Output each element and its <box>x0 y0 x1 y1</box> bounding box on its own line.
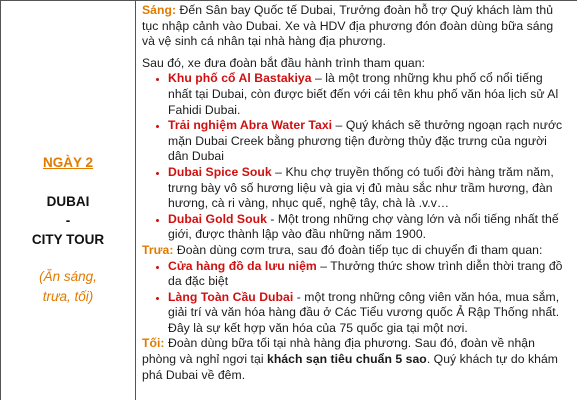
item-text: – là một trong những khu phố cổ nổi tiếng nhất tại Dubai, còn được biết đến với cái tên khu phố văn hóa lịch sử Al Fahidi Dubai. <box>168 71 559 117</box>
place-line-1: DUBAI <box>46 193 90 209</box>
item-text: - Một trong những chợ vàng lớn và nổi tiếng nhất thế giới, được thành lập vào đầu những năm 1900. <box>168 211 559 242</box>
item-title: Dubai Gold Souk <box>168 211 267 226</box>
intro-paragraph: Sau đó, xe đưa đoàn bắt đầu hành trình tham quan: <box>142 55 426 70</box>
day-place <box>32 192 104 249</box>
list-item <box>168 71 569 118</box>
day-column <box>1 1 136 400</box>
morning-text: Đến Sân bay Quốc tế Dubai, Trưởng đoàn hỗ trợ Quý khách làm thủ tục nhập cảnh vào Dubai. Xe và HDV địa phương đón đoàn dùng bữa sáng và vệ sinh cá nhân tại nhà hàng địa phương. <box>142 3 554 49</box>
item-text: - một trong những công viên văn hóa, mua sắm, giải trí và văn hóa hàng đầu ở Các Tiểu vương quốc Ả Rập Thống nhất. Đây là sự kết hợp văn hóa của 75 quốc gia tại một nơi. <box>168 289 560 335</box>
list-item <box>168 259 569 290</box>
noon-paragraph <box>142 243 569 259</box>
day-meals <box>39 267 97 307</box>
evening-paragraph <box>142 336 569 383</box>
morning-label: Sáng: <box>142 3 177 17</box>
schedule-column <box>136 1 577 400</box>
evening-label: Tối: <box>142 336 165 351</box>
list-item <box>168 165 569 212</box>
list-item <box>168 118 569 165</box>
item-text: – Thưởng thức show trình diễn thời trang đồ da đặc biệt <box>168 258 563 289</box>
morning-paragraph <box>142 3 569 50</box>
morning-list <box>142 71 569 243</box>
item-text: – Quý khách sẽ thưởng ngoạn rạch nước mặn Dubai Creek bằng phương tiện đường thủy đặc trưng của người dân Dubai <box>168 118 563 164</box>
item-title: Khu phố cổ Al Bastakiya <box>168 71 312 86</box>
noon-text: Đoàn dùng cơm trưa, sau đó đoàn tiếp tục di chuyển đi tham quan: <box>173 242 543 257</box>
meals-line-2: trưa, tối) <box>42 288 94 304</box>
item-title: Dubai Spice Souk <box>168 164 272 179</box>
place-line-2: - <box>65 212 71 228</box>
meals-line-1: (Ăn sáng, <box>39 268 97 284</box>
noon-label: Trưa: <box>142 242 174 257</box>
item-title: Cửa hàng đồ da lưu niệm <box>168 258 317 273</box>
item-text: – Khu chợ truyền thống có tuổi đời hàng trăm năm, trưng bày vô số hương liệu và gia vị đủ màu sắc như trầm hương, đàn hương, cà ri vàng, nhục quế, nghệ tây, chà là .v.v… <box>168 164 554 211</box>
item-title: Trải nghiệm Abra Water Taxi <box>168 118 333 133</box>
evening-text-b: . Quý khách tự do khám phá Dubai về đêm. <box>142 352 559 382</box>
list-item <box>168 290 569 337</box>
noon-list <box>142 259 569 337</box>
item-title: Làng Toàn Cầu Dubai <box>168 289 294 304</box>
list-item <box>168 212 569 243</box>
place-line-3: CITY TOUR <box>31 231 105 247</box>
day-title: NGÀY 2 <box>42 154 94 170</box>
evening-text-a: Đoàn dùng bữa tối tại nhà hàng địa phương. Sau đó, đoàn về nhận phòng và nghỉ ngơi tại <box>142 336 535 367</box>
hotel-standard: khách sạn tiêu chuẩn 5 sao <box>267 352 427 367</box>
